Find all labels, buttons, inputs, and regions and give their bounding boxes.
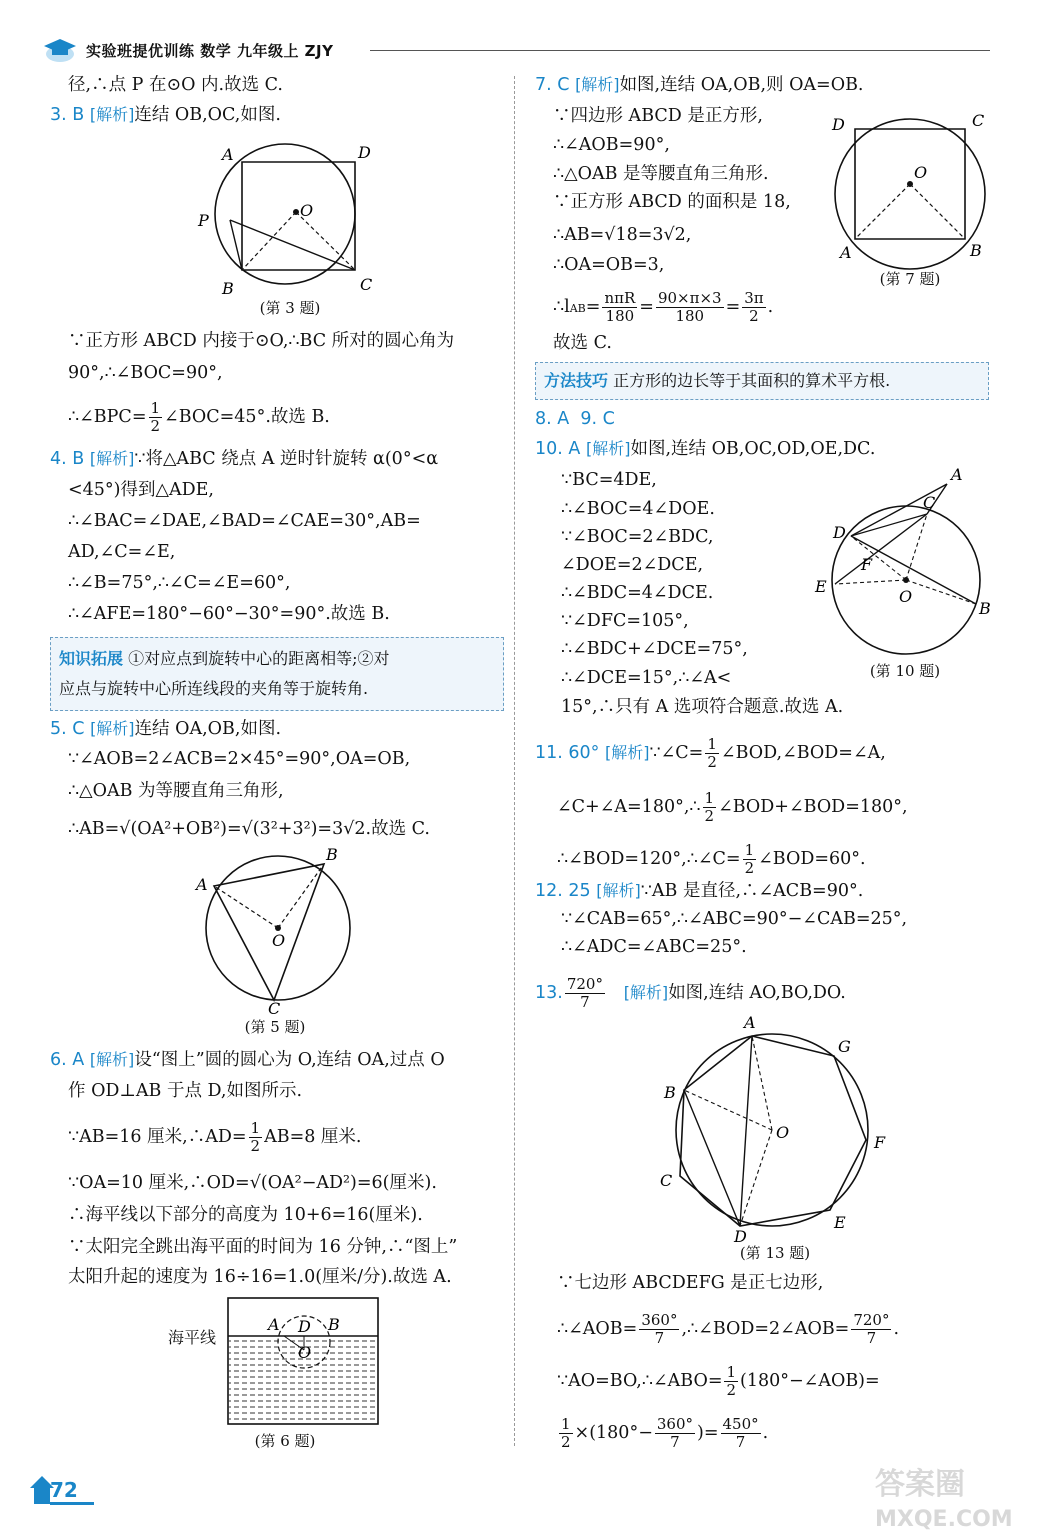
svg-text:O: O	[298, 1343, 312, 1362]
svg-text:D: D	[358, 143, 371, 162]
text: ∵AO=BO,∴∠ABO=	[557, 1371, 723, 1391]
svg-text:P: P	[198, 211, 209, 230]
svg-text:B: B	[222, 279, 234, 298]
problem-5-line-2: ∵∠AOB=2∠ACB=2×45°=90°,OA=OB,	[68, 749, 411, 769]
fraction	[559, 1416, 573, 1451]
problem-3-line-4	[68, 400, 330, 435]
svg-text:A: A	[951, 465, 963, 484]
denominator: 2	[150, 417, 161, 435]
analysis-tag: [解析]	[89, 105, 135, 124]
analysis-tag: [解析]	[605, 743, 650, 762]
svg-text:D: D	[298, 1317, 311, 1336]
fraction	[639, 1312, 679, 1347]
numerator: 3π	[744, 289, 764, 307]
numerator: nπR	[604, 289, 636, 307]
svg-text:G: G	[838, 1037, 851, 1056]
problem-7-line-2: ∵四边形 ABCD 是正方形,	[553, 106, 763, 126]
text: ∴∠BPC=	[68, 407, 147, 427]
analysis-tag: [解析]	[89, 449, 135, 468]
problem-number: 3. B	[50, 105, 85, 125]
svg-text:A: A	[222, 145, 234, 164]
problem-10-line-4: ∵∠BOC=2∠BDC,	[561, 527, 714, 547]
fraction	[602, 290, 637, 325]
text: ∴l	[553, 297, 570, 317]
numerator: 90×π×3	[657, 289, 722, 307]
problem-10-line-1	[535, 436, 875, 462]
svg-text:D: D	[833, 523, 846, 542]
figure-7-caption: (第 7 题)	[879, 270, 941, 288]
svg-text:A: A	[196, 875, 208, 894]
text: (180°−∠AOB)=	[740, 1371, 880, 1391]
problem-4-line-4: AD,∠C=∠E,	[68, 542, 176, 562]
header-rule	[370, 50, 990, 51]
denominator: 2	[704, 807, 715, 825]
problem-10-line-10: 15°,∴只有 A 选项符合题意.故选 A.	[561, 697, 844, 717]
fraction	[149, 400, 163, 435]
problem-number: 10. A	[535, 439, 581, 459]
figure-6-caption: (第 6 题)	[254, 1432, 316, 1450]
problem-5-line-3: ∴△OAB 为等腰直角三角形,	[68, 781, 284, 801]
text: 连结 OB,OC,如图.	[134, 105, 281, 125]
svg-text:O: O	[776, 1123, 790, 1142]
problem-7-line-1	[535, 72, 864, 98]
text: ∴∠AOB=	[557, 1319, 638, 1339]
numerator: 720°	[566, 975, 603, 993]
svg-text:B: B	[328, 1315, 340, 1334]
fraction	[703, 790, 717, 825]
problem-13-line-2: ∵七边形 ABCDEFG 是正七边形,	[557, 1273, 824, 1293]
problem-7-line-8: ∴lAB= nπR 180 = $\frac{90\times\pi\times 3}{180}$ = $\frac{3\pi}{2}$ .	[553, 289, 774, 325]
problem-11-line-2	[557, 790, 908, 825]
answer-9: 9. C	[580, 409, 615, 429]
problem-3-line-2: ∵正方形 ABCD 内接于⊙O,∴BC 所对的圆心角为	[68, 331, 455, 351]
figure-10-caption: (第 10 题)	[869, 662, 941, 680]
text: ∠BOD+∠BOD=180°,	[718, 797, 908, 817]
text: ∴∠BOD=120°,∴∠C=	[557, 849, 741, 869]
svg-text:E: E	[834, 1213, 846, 1232]
column-divider	[514, 76, 515, 1446]
text: 如图,连结 OB,OC,OD,OE,DC.	[630, 439, 876, 459]
analysis-tag: [解析]	[575, 75, 620, 94]
fraction	[742, 290, 765, 325]
problem-6-line-6: ∵太阳完全跳出海平面的时间为 16 分钟,∴“图上”	[68, 1237, 458, 1257]
svg-text:B: B	[664, 1083, 676, 1102]
text: ∵AB 是直径,∴∠ACB=90°.	[640, 881, 864, 901]
svg-text:O: O	[914, 163, 928, 182]
problem-4-line-5: ∴∠B=75°,∴∠C=∠E=60°,	[68, 573, 291, 593]
problem-6-line-2: 作 OD⊥AB 于点 D,如图所示.	[68, 1081, 303, 1101]
svg-text:A: A	[744, 1013, 756, 1032]
problem-4-line-6: ∴∠AFE=180°−60°−30°=90°.故选 B.	[68, 604, 390, 624]
answer-8: 8. A	[535, 409, 570, 429]
fraction	[249, 1120, 263, 1155]
denominator: 7	[866, 1329, 877, 1347]
svg-text:F: F	[874, 1133, 886, 1152]
svg-text:F: F	[861, 555, 873, 574]
numerator: 1	[250, 1119, 261, 1137]
fraction	[705, 736, 719, 771]
figure-3-caption: (第 3 题)	[259, 299, 321, 317]
svg-text:O: O	[899, 587, 913, 606]
svg-text:D: D	[832, 115, 845, 134]
analysis-tag: [解析]	[596, 881, 641, 900]
numerator: 1	[707, 735, 717, 753]
page-number-badge	[28, 1472, 98, 1512]
knowledge-extension-box	[50, 637, 504, 711]
analysis-tag: [解析]	[89, 1050, 135, 1069]
svg-text:A: A	[268, 1315, 280, 1334]
problem-number: 11. 60°	[535, 743, 600, 763]
fraction	[655, 1416, 695, 1451]
figure-6	[226, 1296, 382, 1428]
figure-5-caption: (第 5 题)	[244, 1018, 306, 1036]
text: 设“图上”圆的圆心为 O,连结 OA,过点 O	[134, 1050, 445, 1070]
svg-text:C: C	[660, 1171, 673, 1190]
denominator: 7	[670, 1433, 680, 1451]
problem-4-line-2: <45°)得到△ADE,	[68, 480, 214, 500]
text: ,∴∠BOD=2∠AOB=	[681, 1319, 850, 1339]
problem-10-line-2: ∵BC=4DE,	[561, 470, 657, 490]
text: ∵∠C=	[649, 743, 704, 763]
sea-level-label: 海平线	[168, 1328, 217, 1347]
problem-7-line-7: ∴OA=OB=3,	[553, 255, 665, 275]
problem-13-line-3	[557, 1312, 899, 1347]
text: 应点与旋转中心所连线段的夹角等于旋转角.	[59, 679, 369, 698]
problem-3-line-3: 90°,∴∠BOC=90°,	[68, 363, 223, 383]
problem-13-line-4	[557, 1364, 880, 1399]
text: 连结 OA,OB,如图.	[134, 719, 282, 739]
numerator: 1	[726, 1363, 737, 1381]
problem-10-line-3: ∴∠BOC=4∠DOE.	[561, 499, 715, 519]
fraction	[851, 1312, 891, 1347]
problem-7-line-5: ∵正方形 ABCD 的面积是 18,	[553, 192, 791, 212]
problem-number: 6. A	[50, 1050, 85, 1070]
svg-text:O: O	[300, 201, 314, 220]
problem-4-line-3: ∴∠BAC=∠DAE,∠BAD=∠CAE=30°,AB=	[68, 511, 421, 531]
svg-text:E: E	[815, 577, 827, 596]
problem-6-line-7: 太阳升起的速度为 16÷16=1.0(厘米/分).故选 A.	[68, 1267, 452, 1287]
page-header	[40, 36, 990, 66]
problem-5-line-4: ∴AB=√(OA²+OB²)=√(3²+3²)=3√2.故选 C.	[68, 819, 430, 839]
numerator: 1	[704, 789, 715, 807]
text: ∠BOC=45°.故选 B.	[164, 407, 330, 427]
text: )=	[697, 1423, 719, 1443]
numerator: 450°	[722, 1415, 759, 1433]
problem-number: 7. C	[535, 75, 570, 95]
text: AB=8 厘米.	[264, 1127, 362, 1147]
figure-5	[190, 844, 360, 1018]
svg-text:C: C	[360, 275, 373, 294]
problem-5-line-1	[50, 716, 281, 742]
problem-13-line-5	[557, 1416, 768, 1451]
page-number: 72	[50, 1478, 78, 1502]
problem-number: 13.	[535, 983, 563, 1003]
analysis-tag: [解析]	[90, 719, 135, 738]
text: ∠BOD,∠BOD=∠A,	[720, 743, 886, 763]
denominator: 7	[654, 1329, 665, 1347]
problem-7-line-6: ∴AB=√18=3√2,	[553, 225, 692, 245]
numerator: 1	[744, 841, 755, 859]
denominator: 7	[580, 993, 590, 1011]
svg-text:B: B	[979, 599, 991, 618]
problem-number: 12. 25	[535, 881, 591, 901]
figure-7	[820, 106, 995, 281]
numerator: 1	[561, 1415, 571, 1433]
problem-7-line-3: ∴∠AOB=90°,	[553, 135, 670, 155]
svg-text:A: A	[840, 243, 852, 262]
fraction	[724, 1364, 738, 1399]
method-tip-box	[535, 362, 989, 400]
problem-6-line-1	[50, 1047, 445, 1073]
problem-10-line-8: ∴∠BDC+∠DCE=75°,	[561, 639, 748, 659]
watermark-url: MXQE.COM	[875, 1507, 1013, 1532]
svg-text:C: C	[923, 493, 936, 512]
text: .	[762, 1423, 769, 1443]
problem-12-line-3: ∴∠ADC=∠ABC=25°.	[561, 937, 747, 957]
problem-7-line-4: ∴△OAB 是等腰直角三角形.	[553, 164, 769, 184]
figure-13-caption: (第 13 题)	[739, 1244, 811, 1262]
fraction	[743, 842, 757, 877]
box-label: 知识拓展	[59, 649, 124, 668]
fraction	[721, 1416, 761, 1451]
text: ∵将△ABC 绕点 A 逆时针旋转 α(0°<α	[134, 449, 439, 469]
svg-text:C: C	[268, 999, 281, 1018]
fraction	[565, 976, 605, 1011]
denominator: 180	[605, 307, 635, 325]
svg-text:C: C	[972, 111, 985, 130]
numerator: 720°	[853, 1311, 890, 1329]
box-label: 方法技巧	[544, 371, 609, 390]
problem-6-line-5: ∴海平线以下部分的高度为 10+6=16(厘米).	[68, 1205, 423, 1225]
graduation-cap-icon	[40, 36, 80, 64]
text: ∠C+∠A=180°,∴	[557, 797, 701, 817]
problem-10-line-5: ∠DOE=2∠DCE,	[561, 555, 704, 575]
denominator: 2	[744, 859, 755, 877]
problem-10-line-9: ∴∠DCE=15°,∴∠A<	[561, 668, 732, 688]
text: ×(180°−	[574, 1423, 653, 1443]
problem-11-line-1	[535, 736, 886, 771]
figure-10	[811, 464, 1001, 660]
svg-text:D: D	[734, 1227, 747, 1246]
denominator: 2	[561, 1433, 571, 1451]
svg-text:O: O	[272, 931, 286, 950]
problem-10-line-7: ∵∠DFC=105°,	[561, 611, 689, 631]
fraction	[656, 290, 724, 325]
denominator: 2	[250, 1137, 261, 1155]
text: ①对应点到旋转中心的距离相等;②对	[128, 649, 390, 668]
book-title: 实验班提优训练 数学 九年级上 ZJY	[86, 42, 334, 60]
figure-13	[660, 1013, 900, 1246]
analysis-tag: [解析]	[623, 983, 669, 1002]
problem-6-line-3	[68, 1120, 362, 1155]
text-line: 径,∴点 P 在⊙O 内.故选 C.	[68, 75, 283, 95]
svg-text:B: B	[970, 241, 982, 260]
problem-11-line-3	[557, 842, 866, 877]
problem-number: 4. B	[50, 449, 85, 469]
problem-12-line-2: ∵∠CAB=65°,∴∠ABC=90°−∠CAB=25°,	[561, 909, 908, 929]
problem-4-line-1	[50, 446, 438, 472]
svg-text:B: B	[326, 845, 338, 864]
numerator: 1	[150, 399, 161, 417]
watermark-text: 答案圈	[875, 1467, 965, 1502]
denominator: 180	[675, 307, 705, 325]
problem-number: 5. C	[50, 719, 85, 739]
numerator: 360°	[641, 1311, 678, 1329]
analysis-tag: [解析]	[585, 439, 631, 458]
problem-13-line-1	[535, 976, 846, 1011]
text: ∠BOD=60°.	[758, 849, 866, 869]
problem-10-line-6: ∴∠BDC=4∠DCE.	[561, 583, 714, 603]
numerator: 360°	[656, 1415, 693, 1433]
figure-3	[198, 132, 373, 302]
text: 正方形的边长等于其面积的算术平方根.	[613, 371, 891, 390]
denominator: 2	[707, 753, 717, 771]
text: ∵AB=16 厘米,∴AD=	[68, 1127, 247, 1147]
problem-7-line-9: 故选 C.	[553, 333, 612, 353]
watermark-logo	[865, 1460, 1035, 1532]
problem-6-line-4: ∵OA=10 厘米,∴OD=√(OA²−AD²)=6(厘米).	[68, 1173, 437, 1193]
problem-12-line-1	[535, 878, 863, 904]
text: 如图,连结 OA,OB,则 OA=OB.	[619, 75, 864, 95]
text: .	[893, 1319, 900, 1339]
denominator: 2	[726, 1381, 737, 1399]
problem-3-line-1	[50, 102, 281, 128]
denominator: 7	[735, 1433, 746, 1451]
problems-8-9	[535, 406, 615, 432]
denominator: 2	[749, 307, 759, 325]
text: 如图,连结 AO,BO,DO.	[668, 983, 846, 1003]
